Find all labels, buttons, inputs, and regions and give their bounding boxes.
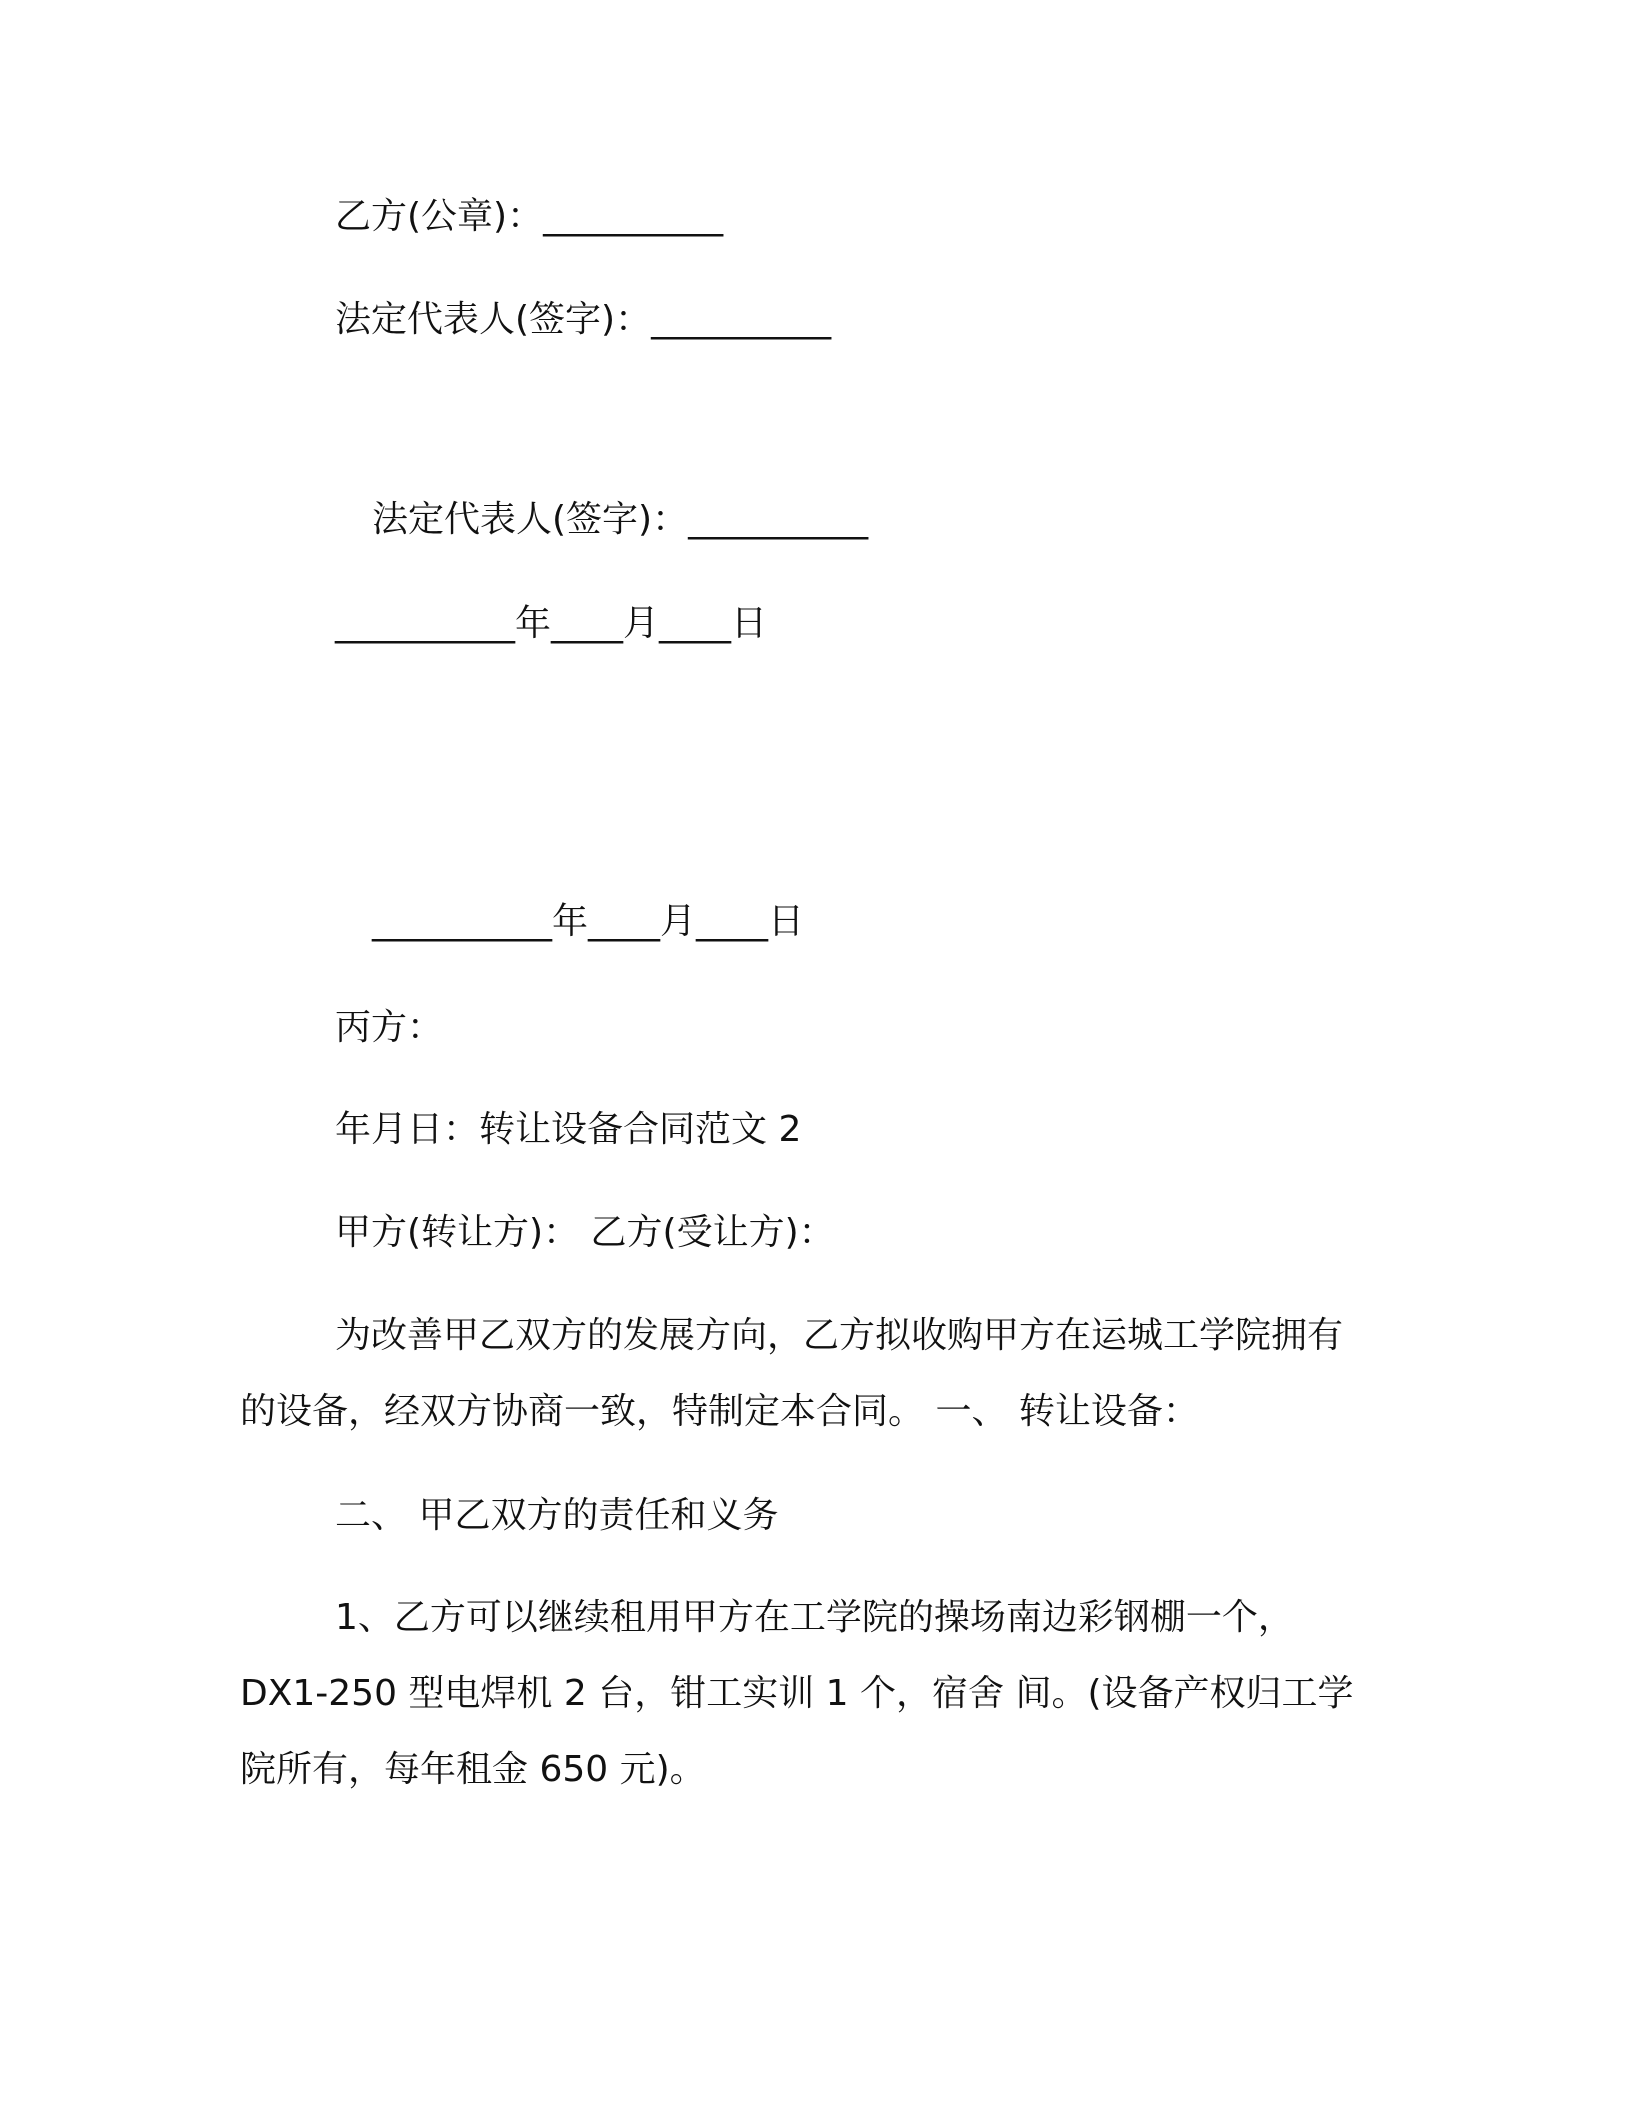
party-b-representative-line: 法定代表人(签字)：__________ bbox=[335, 299, 832, 340]
legal-representative-line: 法定代表人(签字)：__________ bbox=[372, 499, 869, 540]
parties-line: 甲方(转让方)： 乙方(受让方)： bbox=[335, 1212, 835, 1253]
date-line-2: __________年____月____日 bbox=[372, 901, 804, 942]
date-line-1: __________年____月____日 bbox=[335, 603, 767, 644]
contract-title-line: 年月日：转让设备合同范文 2 bbox=[335, 1109, 802, 1150]
clause-one-paragraph: 1、乙方可以继续租用甲方在工学院的操场南边彩钢棚一个，DX1-250 型电焊机 2 台，钳工实训 1 个，宿舍 间。(设备产权归工学院所有，每年租金 650 元)。 bbox=[240, 1597, 1354, 1790]
party-c-line: 丙方： bbox=[335, 1007, 444, 1048]
section-two-heading: 二、 甲乙双方的责任和义务 bbox=[335, 1495, 779, 1536]
purpose-paragraph: 为改善甲乙双方的发展方向，乙方拟收购甲方在运城工学院拥有的设备，经双方协商一致，特制定本合同。 一、 转让设备： bbox=[240, 1315, 1344, 1432]
party-b-seal-line: 乙方(公章)：__________ bbox=[335, 196, 724, 237]
